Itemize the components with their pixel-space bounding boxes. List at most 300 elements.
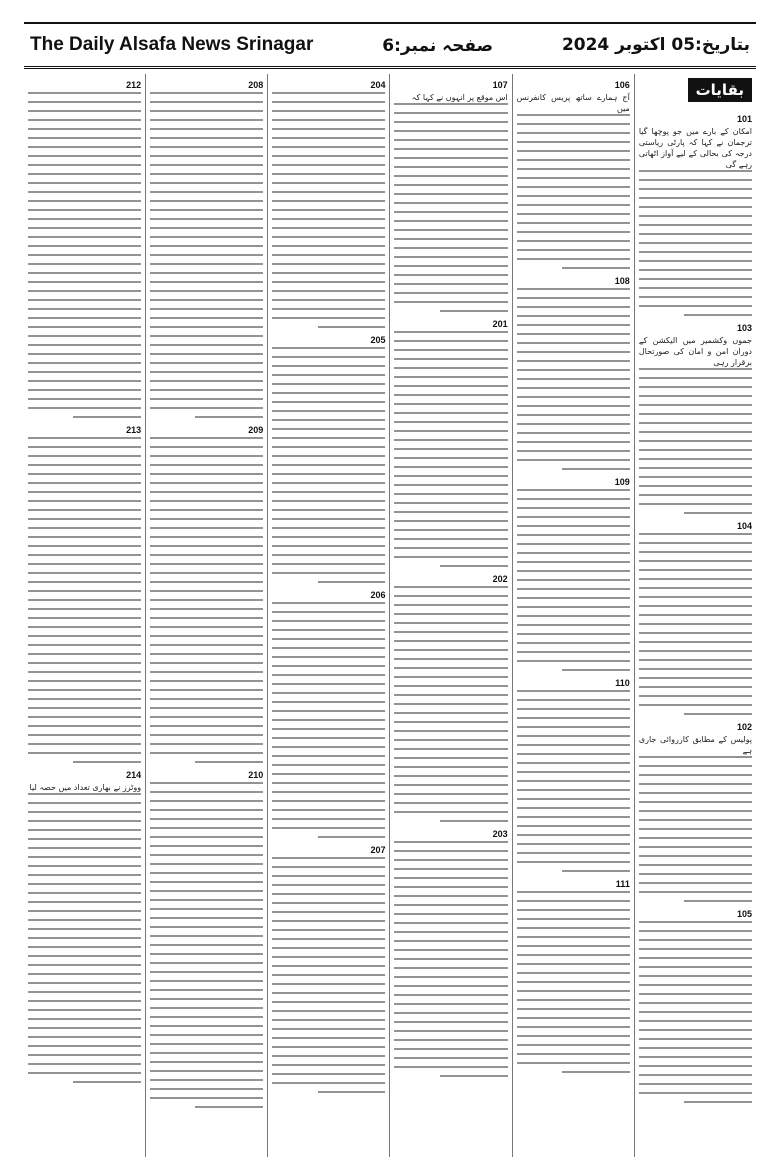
text-line [28,308,141,310]
text-line [639,449,752,451]
text-line [28,473,141,475]
text-line [150,155,263,157]
text-line [272,308,385,310]
article-block [272,590,385,838]
text-line [639,873,752,875]
text-line [639,368,752,370]
text-line [150,191,263,193]
text-line [28,874,141,876]
text-line [394,877,507,879]
text-line [639,930,752,932]
text-line [394,859,507,861]
text-line [28,901,141,903]
text-line [150,299,263,301]
text-line [150,518,263,520]
article-number: 213 [126,425,142,435]
article-body-lines [28,437,141,763]
text-line [639,855,752,857]
text-line [28,389,141,391]
text-line [639,801,752,803]
text-line [639,632,752,634]
text-line [639,170,752,172]
text-line [272,647,385,649]
text-line [150,335,263,337]
article-block [517,477,630,671]
article-number: 111 [615,879,630,889]
text-line [394,940,507,942]
text-line [28,518,141,520]
text-line [272,236,385,238]
text-line [272,746,385,748]
text-line [394,502,507,504]
text-line [639,224,752,226]
text-line [28,599,141,601]
text-line [150,998,263,1000]
text-line [150,671,263,673]
text-line [28,482,141,484]
text-line [272,299,385,301]
text-line [394,430,507,432]
article-text: امکان کے بارے میں جو پوچھا گیا ترجمان نے کہا کہ پارٹی ریاستی درجہ کی بحالی کے لیے آواز اٹھاتی رہے گی [638,127,752,169]
text-line [272,146,385,148]
text-line [684,900,752,902]
text-line [150,1070,263,1072]
text-line [150,164,263,166]
text-line [517,1035,630,1037]
article-block [28,80,141,418]
text-line [150,1007,263,1009]
text-line [28,946,141,948]
text-line [28,617,141,619]
text-line [394,103,507,105]
text-line [440,820,508,822]
text-line [517,489,630,491]
text-line [639,614,752,616]
text-line [272,563,385,565]
article-number: 102 [736,722,752,732]
text-line [272,1082,385,1084]
text-line [517,432,630,434]
text-line [28,209,141,211]
text-line [28,254,141,256]
text-line [28,937,141,939]
text-line [28,245,141,247]
text-line [150,92,263,94]
text-line [28,536,141,538]
text-line [639,596,752,598]
text-line [394,247,507,249]
text-line [517,588,630,590]
text-line [639,783,752,785]
text-line [517,900,630,902]
text-line [150,581,263,583]
article-number: 105 [736,909,752,919]
text-line [517,690,630,692]
article-number: 205 [370,335,386,345]
column-2 [512,74,634,1157]
text-line [28,101,141,103]
text-line [150,455,263,457]
text-line [272,674,385,676]
text-line [272,374,385,376]
text-line [684,512,752,514]
text-line [639,404,752,406]
article-number: 103 [736,323,752,333]
text-line [639,846,752,848]
text-line [639,939,752,941]
text-line [28,1000,141,1002]
article-body-lines [517,114,630,269]
text-line [394,538,507,540]
article-number: 206 [370,590,386,600]
text-line [318,1091,386,1093]
text-line [272,992,385,994]
newspaper-page [24,22,756,1157]
text-line [272,701,385,703]
text-line [272,128,385,130]
text-line [639,485,752,487]
text-line [394,730,507,732]
article-body-lines [394,331,507,567]
text-line [517,1044,630,1046]
text-line [394,439,507,441]
article-number: 203 [492,829,508,839]
text-line [28,883,141,885]
text-line [394,721,507,723]
text-line [28,793,141,795]
text-line [639,458,752,460]
article-text: جموں وکشمیر میں الیکشن کے دوران امن و امان کی صورتحال برقرار رہی [638,336,752,367]
text-line [150,743,263,745]
text-line [272,101,385,103]
text-line [517,324,630,326]
text-line [150,245,263,247]
text-line [639,677,752,679]
text-line [639,828,752,830]
text-line [394,886,507,888]
text-line [28,272,141,274]
article-block [150,770,263,1108]
article-block [639,722,752,902]
text-line [394,622,507,624]
text-line [272,683,385,685]
text-line [150,218,263,220]
text-line [272,827,385,829]
text-line [272,137,385,139]
text-line [272,902,385,904]
text-line [517,315,630,317]
section-title: بقایات [688,78,752,102]
text-line [394,220,507,222]
text-line [517,258,630,260]
article-block [394,574,507,822]
article-body-lines [394,103,507,312]
text-line [272,1037,385,1039]
text-line [639,1038,752,1040]
text-line [150,482,263,484]
article-block [517,276,630,470]
text-line [28,236,141,238]
text-line [639,864,752,866]
text-line [272,155,385,157]
text-line [517,981,630,983]
text-line [28,344,141,346]
text-line [73,761,141,763]
text-line [639,395,752,397]
text-line [28,1018,141,1020]
text-line [150,1079,263,1081]
text-line [272,518,385,520]
text-line [28,820,141,822]
text-line [639,837,752,839]
article-body-lines [394,586,507,822]
column-6 [24,74,145,1157]
text-line [150,926,263,928]
text-line [272,611,385,613]
text-line [272,818,385,820]
text-line [639,431,752,433]
text-line [517,534,630,536]
text-line [394,1012,507,1014]
text-line [272,1001,385,1003]
text-line [394,283,507,285]
text-line [28,838,141,840]
text-line [28,437,141,439]
text-line [517,1026,630,1028]
text-line [272,737,385,739]
text-line [28,446,141,448]
text-line [517,240,630,242]
text-line [150,662,263,664]
text-line [394,1057,507,1059]
text-line [639,1002,752,1004]
article-number: 108 [614,276,630,286]
article-number: 101 [736,114,752,124]
text-line [394,1021,507,1023]
text-line [272,401,385,403]
text-line [28,182,141,184]
article-number: 209 [248,425,264,435]
text-line [517,195,630,197]
text-line [150,800,263,802]
text-line [517,204,630,206]
text-line [272,983,385,985]
text-line [28,545,141,547]
text-line [517,561,630,563]
text-line [272,1064,385,1066]
text-line [150,473,263,475]
text-line [28,1045,141,1047]
text-line [150,680,263,682]
article-body-lines [517,288,630,470]
text-line [28,173,141,175]
article-number: 207 [370,845,386,855]
text-line [394,913,507,915]
article-block [517,80,630,269]
text-line [28,973,141,975]
text-line [639,587,752,589]
text-line [150,326,263,328]
text-line [150,272,263,274]
text-line [150,500,263,502]
text-line [394,448,507,450]
text-line [318,326,386,328]
text-line [639,569,752,571]
text-line [272,191,385,193]
text-line [150,1016,263,1018]
text-line [28,991,141,993]
text-line [639,1092,752,1094]
text-line [150,1043,263,1045]
text-line [272,173,385,175]
text-line [150,908,263,910]
text-line [150,809,263,811]
article-block [394,829,507,1077]
text-line [272,1019,385,1021]
text-line [639,1083,752,1085]
text-line [28,155,141,157]
text-line [394,202,507,204]
text-line [272,572,385,574]
text-line [394,868,507,870]
text-line [150,371,263,373]
text-line [394,349,507,351]
text-line [272,182,385,184]
text-line [639,819,752,821]
text-line [28,707,141,709]
text-line [394,631,507,633]
text-line [28,752,141,754]
text-line [28,407,141,409]
text-line [517,159,630,161]
text-line [394,712,507,714]
text-line [639,542,752,544]
text-line [272,692,385,694]
text-line [272,227,385,229]
text-line [272,110,385,112]
text-line [272,464,385,466]
text-line [272,536,385,538]
text-line [28,563,141,565]
text-line [195,416,263,418]
article-body-lines [28,92,141,418]
text-line [394,475,507,477]
text-line [639,269,752,271]
text-line [272,965,385,967]
article-body-lines [517,891,630,1073]
text-line [272,1028,385,1030]
column-4 [267,74,389,1157]
text-line [394,184,507,186]
text-line [639,695,752,697]
text-line [639,503,752,505]
text-line [517,999,630,1001]
text-line [150,845,263,847]
text-line [639,659,752,661]
text-line [28,263,141,265]
text-line [517,909,630,911]
text-line [394,685,507,687]
article-number: 109 [614,477,630,487]
text-line [639,957,752,959]
text-line [150,236,263,238]
text-line [394,931,507,933]
text-line [394,358,507,360]
article-block [639,521,752,715]
text-line [684,713,752,715]
text-line [150,281,263,283]
text-line [150,617,263,619]
article-block [517,678,630,872]
text-line [73,416,141,418]
text-line [517,441,630,443]
text-line [394,385,507,387]
text-line [517,780,630,782]
text-line [639,966,752,968]
text-line [517,396,630,398]
text-line [28,829,141,831]
text-line [150,890,263,892]
text-line [394,994,507,996]
text-line [517,615,630,617]
text-line [28,146,141,148]
text-line [150,137,263,139]
text-line [517,297,630,299]
text-line [517,333,630,335]
text-line [639,386,752,388]
text-line [150,362,263,364]
text-line [150,563,263,565]
text-line [562,267,630,269]
text-line [394,529,507,531]
text-line [517,378,630,380]
text-line [394,640,507,642]
text-line [28,671,141,673]
article-number: 104 [736,521,752,531]
text-line [394,376,507,378]
text-line [28,964,141,966]
text-line [318,581,386,583]
text-line [28,1063,141,1065]
text-line [272,929,385,931]
article-body-lines [639,921,752,1103]
text-line [517,423,630,425]
newspaper-title: The Daily Alsafa News Srinagar [30,34,314,55]
text-line [517,552,630,554]
text-line [28,326,141,328]
text-line [150,464,263,466]
text-line [517,972,630,974]
text-line [517,351,630,353]
text-line [517,288,630,290]
text-line [394,511,507,513]
issue-date: بتاریخ:05 اکتوبر 2024 [561,35,750,55]
text-line [272,482,385,484]
text-line [639,251,752,253]
text-line [28,509,141,511]
text-line [150,200,263,202]
text-line [394,784,507,786]
text-line [394,394,507,396]
text-line [517,651,630,653]
article-number: 212 [126,80,142,90]
article-number: 210 [248,770,264,780]
text-line [394,547,507,549]
text-line [272,629,385,631]
text-line [394,757,507,759]
text-line [394,121,507,123]
text-line [394,211,507,213]
